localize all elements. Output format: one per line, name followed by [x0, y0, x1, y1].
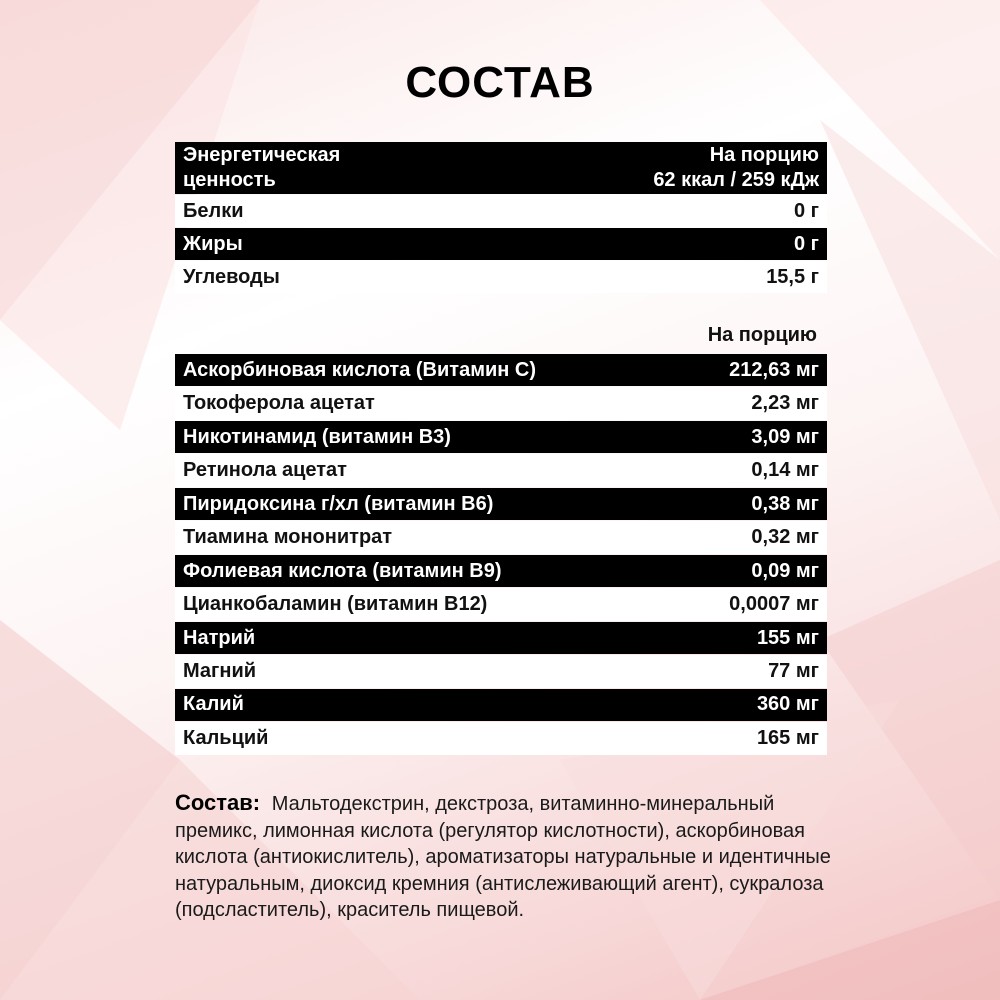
vitamin-label: Токоферола ацетат [183, 392, 375, 415]
vitamin-row [175, 354, 827, 386]
vitamin-value: 0,09 мг [751, 559, 819, 582]
composition-text-block [175, 790, 835, 924]
energy-value: На порцию 62 ккал / 259 кДж [653, 144, 819, 191]
composition-text: Мальтодекстрин, декстроза, витаминно-минеральный премикс, лимонная кислота (регулятор кислотности), аскорбиновая кислота (антиокислитель), ароматизаторы натуральные и идентичные натуральным, диоксид кремния (антислеживающий агент), сукралоза (подсластитель), краситель пищевой. [175, 793, 831, 921]
vitamin-label: Цианкобаламин (витамин B12) [183, 593, 488, 616]
vitamin-label: Натрий [183, 626, 256, 649]
vitamin-value: 0,14 мг [751, 459, 819, 482]
vitamin-label: Пиридоксина г/хл (витамин B6) [183, 492, 494, 515]
vitamin-value: 165 мг [756, 726, 819, 749]
vitamin-label: Кальций [183, 726, 269, 749]
vitamin-label: Магний [183, 660, 257, 682]
nutrient-label: Белки [183, 199, 244, 222]
vitamin-row [175, 387, 827, 419]
energy-label: Энергетическая ценность [183, 144, 341, 191]
vitamin-row [175, 655, 827, 687]
composition-label: Состав: [175, 790, 261, 815]
vitamin-row [175, 588, 827, 620]
vitamins-table [175, 354, 827, 756]
vitamin-row [175, 555, 827, 587]
vitamin-value: 3,09 мг [751, 425, 819, 448]
vitamin-label: Никотинамид (витамин B3) [183, 425, 451, 448]
vitamin-row [175, 454, 827, 486]
nutrient-value: 0 г [793, 199, 819, 222]
vitamin-row [175, 488, 827, 520]
vitamin-label: Фолиевая кислота (витамин B9) [183, 559, 502, 582]
vitamin-label: Тиамина мононитрат [183, 526, 393, 549]
nutrient-row-fat [175, 228, 827, 260]
vitamin-row [175, 521, 827, 553]
nutrient-label: Жиры [183, 232, 243, 255]
vitamin-value: 360 мг [756, 693, 819, 716]
vitamin-label: Калий [183, 693, 244, 716]
nutrient-value: 0 г [793, 232, 819, 255]
vitamin-value: 212,63 мг [729, 358, 819, 381]
page-title: СОСТАВ [405, 58, 595, 107]
vitamin-label: Ретинола ацетат [183, 459, 347, 482]
vitamins-portion-header: На порцию [707, 324, 817, 346]
nutrition-table [175, 142, 827, 294]
vitamin-row [175, 622, 827, 654]
vitamin-value: 77 мг [768, 660, 819, 682]
energy-row [175, 142, 827, 194]
nutrient-row-protein [175, 195, 827, 227]
vitamin-value: 155 мг [756, 626, 819, 649]
nutrient-value: 15,5 г [766, 265, 819, 288]
vitamin-value: 2,23 мг [751, 392, 819, 415]
vitamin-value: 0,32 мг [751, 526, 819, 549]
vitamin-label: Аскорбиновая кислота (Витамин С) [183, 358, 537, 381]
vitamin-row [175, 722, 827, 754]
vitamin-value: 0,38 мг [751, 492, 819, 515]
nutrient-label: Углеводы [183, 265, 280, 288]
vitamin-row [175, 689, 827, 721]
vitamin-row [175, 421, 827, 453]
nutrient-row-carbs [175, 261, 827, 293]
vitamin-value: 0,0007 мг [729, 593, 819, 616]
